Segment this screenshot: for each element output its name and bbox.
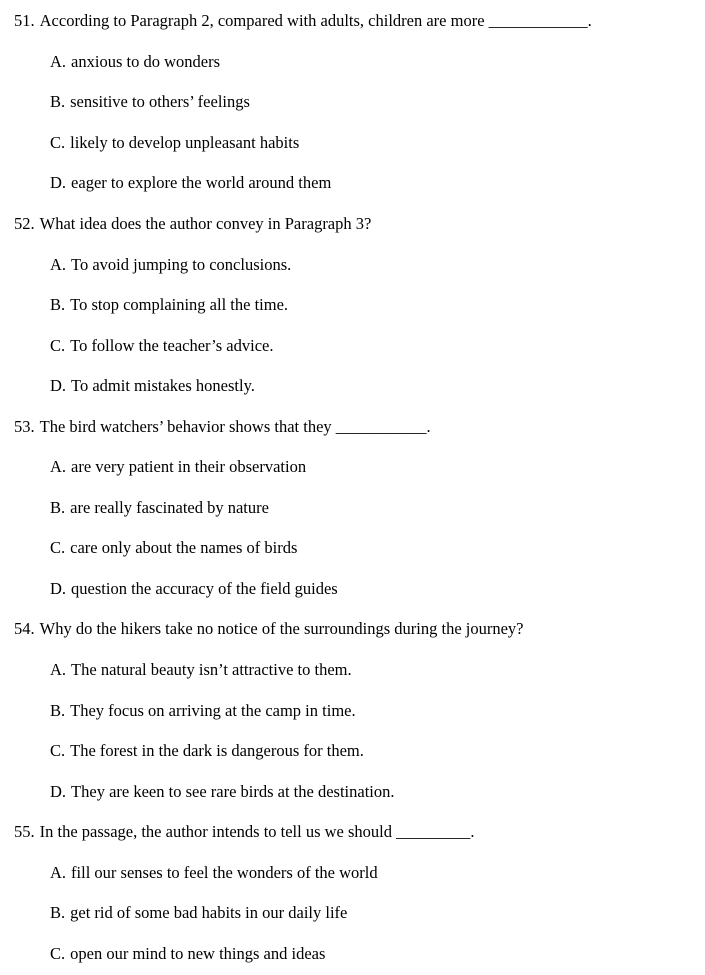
- question-52: [0, 204, 705, 245]
- option-label: D.: [50, 781, 67, 801]
- question-52-option-b: [0, 285, 705, 326]
- question-text: In the passage, the author intends to tell us we should _________.: [39, 822, 475, 842]
- question-number: 55.: [14, 822, 35, 842]
- option-text: To stop complaining all the time.: [70, 295, 289, 315]
- option-label: D.: [50, 376, 67, 396]
- option-label: B.: [50, 700, 66, 720]
- question-52-option-a: [0, 244, 705, 285]
- option-text: eager to explore the world around them: [71, 173, 332, 193]
- option-label: A.: [50, 457, 67, 477]
- option-text: get rid of some bad habits in our daily life: [70, 903, 348, 923]
- option-text: sensitive to others’ feelings: [70, 92, 250, 112]
- question-51-option-d: [0, 163, 705, 204]
- question-text: According to Paragraph 2, compared with adults, children are more ____________.: [39, 11, 592, 31]
- question-text: What idea does the author convey in Paragraph 3?: [39, 214, 372, 233]
- option-label: B.: [50, 295, 66, 315]
- option-text: anxious to do wonders: [71, 51, 220, 71]
- question-55-option-c: [0, 934, 705, 975]
- option-label: B.: [50, 497, 66, 517]
- question-51-option-a: [0, 42, 705, 83]
- option-text: care only about the names of birds: [70, 538, 298, 558]
- question-number: 51.: [14, 11, 35, 31]
- question-51-option-c: [0, 123, 705, 164]
- option-label: C.: [50, 741, 66, 761]
- option-text: question the accuracy of the field guides: [71, 578, 338, 598]
- option-label: B.: [50, 903, 66, 923]
- option-label: C.: [50, 132, 66, 152]
- option-label: A.: [50, 862, 67, 882]
- question-54-option-c: [0, 731, 705, 772]
- option-text: are really fascinated by nature: [70, 497, 269, 517]
- question-number: 54.: [14, 619, 35, 639]
- option-text: They are keen to see rare birds at the destination.: [71, 781, 395, 801]
- question-51: [0, 1, 705, 42]
- option-label: C.: [50, 335, 66, 355]
- question-text: Why do the hikers take no notice of the surroundings during the journey?: [39, 619, 524, 639]
- question-55-option-b: [0, 893, 705, 934]
- question-55: [0, 812, 705, 853]
- question-53: [0, 406, 705, 447]
- option-label: A.: [50, 51, 67, 71]
- option-label: D.: [50, 173, 67, 193]
- question-number: 52.: [14, 214, 35, 233]
- option-text: open our mind to new things and ideas: [70, 943, 326, 963]
- option-label: A.: [50, 660, 67, 680]
- question-52-option-d: [0, 366, 705, 407]
- option-text: To follow the teacher’s advice.: [70, 335, 274, 355]
- question-53-option-a: [0, 447, 705, 488]
- option-text: To admit mistakes honestly.: [71, 376, 255, 396]
- option-text: To avoid jumping to conclusions.: [71, 254, 292, 274]
- option-label: A.: [50, 254, 67, 274]
- question-text: The bird watchers’ behavior shows that they ___________.: [39, 416, 431, 436]
- question-54-option-d: [0, 771, 705, 812]
- option-text: are very patient in their observation: [71, 457, 307, 477]
- option-text: The forest in the dark is dangerous for them.: [70, 741, 364, 761]
- option-label: B.: [50, 92, 66, 112]
- question-52-option-c: [0, 325, 705, 366]
- option-text: They focus on arriving at the camp in time.: [70, 700, 356, 720]
- question-55-option-a: [0, 852, 705, 893]
- option-text: fill our senses to feel the wonders of the world: [71, 862, 378, 882]
- question-54-option-b: [0, 690, 705, 731]
- question-53-option-c: [0, 528, 705, 569]
- question-54: [0, 609, 705, 650]
- option-text: The natural beauty isn’t attractive to them.: [71, 660, 352, 680]
- question-number: 53.: [14, 416, 35, 436]
- question-53-option-b: [0, 488, 705, 529]
- question-51-option-b: [0, 82, 705, 123]
- question-53-option-d: [0, 569, 705, 610]
- question-54-option-a: [0, 650, 705, 691]
- option-text: likely to develop unpleasant habits: [70, 132, 300, 152]
- option-label: C.: [50, 943, 66, 963]
- option-label: C.: [50, 538, 66, 558]
- option-label: D.: [50, 578, 67, 598]
